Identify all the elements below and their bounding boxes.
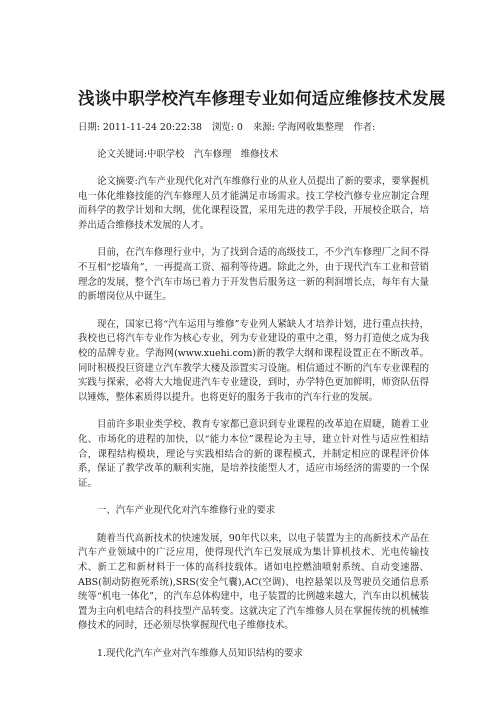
meta-views: 浏览: 0 — [212, 122, 243, 133]
body-paragraph: 现在，国家已将“汽车运用与维修”专业列人紧缺人才培养计划，进行重点扶持，我校也已将汽车专业作为核心专业，列为专业建设的重中之重，努力打造使之成为我校的品牌专业。学海网(www.xuehi.com)新的教学大纲和课程设置正在不断改革。同时积极投巨资建立汽车教学大楼及添置实习设施。相信通过不断的汽车专业课程的实践与探索，必将大大地促进汽车专业建设，到时，办学特色更加鲜明，师资队伍得以锤炼，整体素质得以提升。也将更好的服务于我市的汽车行业的发展。 — [78, 318, 429, 403]
body-paragraph: 目前许多职业类学校、教育专家都已意识到专业课程的改革迫在眉睫，随着工业化、市场化的进程的加快，以“能力本位”课程论为主导，建立针对性与适应性相结合，课程结构模块，理论与实践相结合的新的课程模式，并制定相应的课程评价体系，保证了教学改革的顺利实施，是培养技能型人才，适应市场经济的需要的一个保证。 — [78, 419, 429, 489]
article-keywords: 论文关键词:中职学校 汽车修理 维修技术 — [97, 149, 279, 160]
article-meta — [78, 121, 429, 135]
body-paragraph: 随着当代高新技术的快速发展，90年代以来，以电子装置为主的高新技术产品在汽车产业领域中的广泛应用，使得现代汽车已发展成为集计算机技术、光电传输技术、新工艺和新材料于一体的高科技载体。诸如电控燃油喷射系统、自动变速器、ABS(制动防抱死系统),SRS(安全气囊),AC(空调)、电控悬架以及驾驶员交通信息系统等“机电一体化”，的汽车总体构建中，电子装置的比例越来越大，汽车由以机械装置为主向机电结合的科技型产品转变。这就决定了汽车维修人员在掌握传统的机械维修技术的同时，还必须尽快掌握现代电子维修技术。 — [78, 532, 429, 632]
body-paragraph: 目前，在汽车修理行业中，为了找到合适的高级技工，不少汽车修理厂之间不得不互相“挖墙角”，一再提高工资、福利等待遇。除此之外，由于现代汽车工业和营销理念的发展，整个汽车市场已着力于开发售后服务这一新的利润增长点，每年有大量的新增岗位从中诞生。 — [78, 247, 429, 303]
meta-source: 来源: 学海网收集整理 — [252, 122, 344, 133]
subsection-heading: 1.现代化汽车产业对汽车维修人员知识结构的要求 — [97, 648, 303, 660]
article-body — [78, 175, 429, 662]
meta-author: 作者: — [353, 122, 376, 133]
meta-date: 日期: 2011-11-24 20:22:38 — [78, 122, 203, 133]
section-heading: 一、汽车产业现代化对汽车维修行业的要求 — [97, 505, 276, 517]
abstract-paragraph: 论文摘要:汽车产业现代化对汽车维修行业的从业人员提出了新的要求，要掌握机电一体化维修技能的汽车修理人员才能满足市场需求。技工学校汽修专业应制定合理而科学的教学计划和大纲，优化课程设置，采用先进的教学手段，开展校企联合，培养出适合维修技术发展的人才。 — [78, 176, 429, 231]
article-title: 浅谈中职学校汽车修理专业如何适应维修技术发展 — [78, 89, 446, 108]
